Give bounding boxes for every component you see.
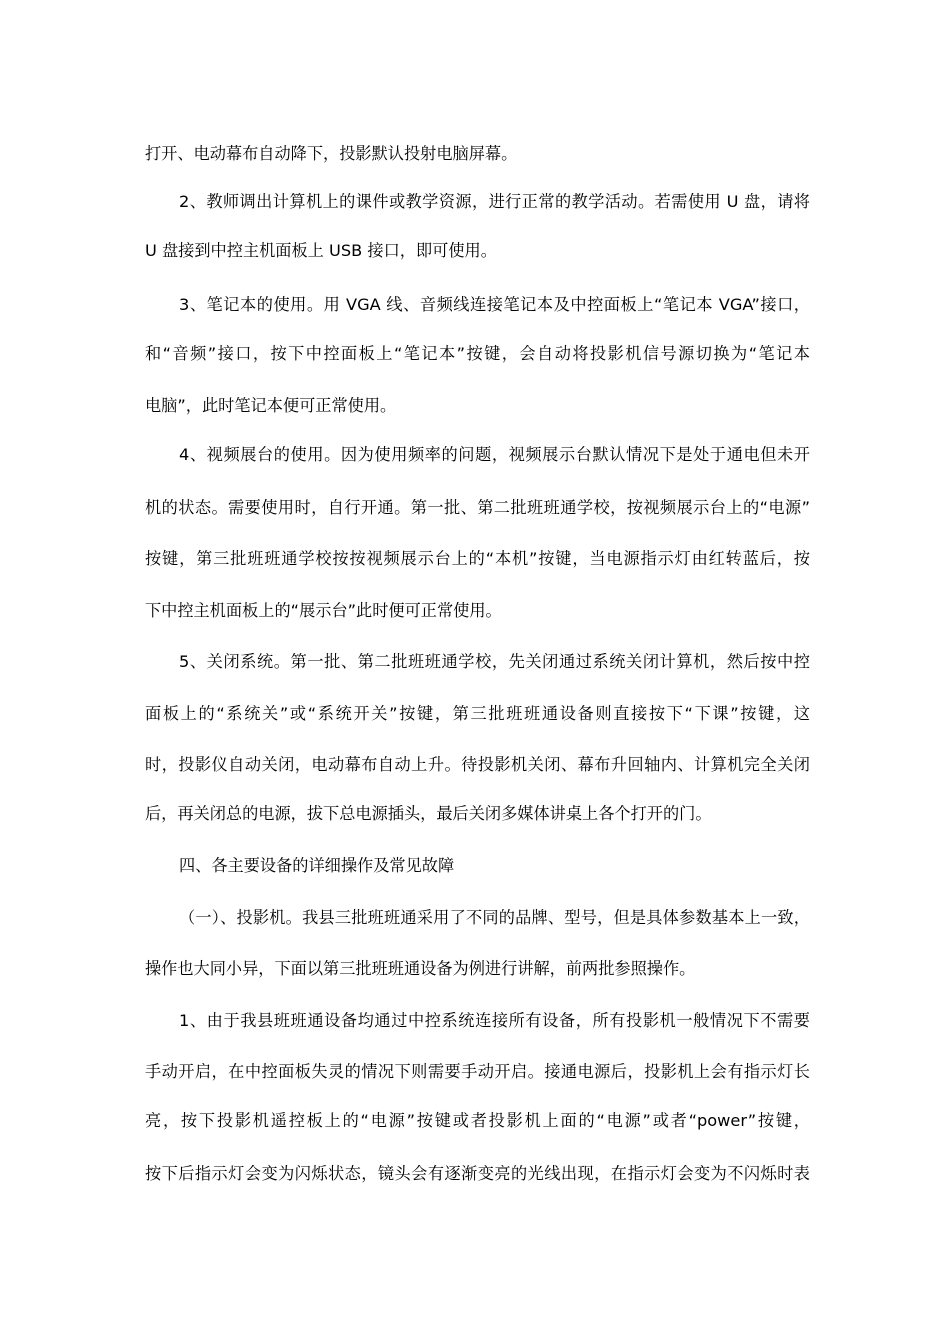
text-line: 亮，按下投影机遥控板上的“电源”按键或者投影机上面的“电源”或者“power”按键， [145, 1111, 810, 1130]
text-line: 时，投影仪自动关闭，电动幕布自动上升。待投影机关闭、幕布升回轴内、计算机完全关闭 [145, 755, 810, 774]
text-line: 5、关闭系统。第一批、第二批班班通学校，先关闭通过系统关闭计算机，然后按中控 [179, 652, 810, 671]
text-line: U 盘接到中控主机面板上 USB 接口，即可使用。 [145, 241, 497, 260]
text-line: （一）、投影机。我县三批班班通采用了不同的品牌、型号，但是具体参数基本上一致， [179, 908, 810, 927]
text-line: 面板上的“系统关”或“系统开关”按键，第三批班班通设备则直接按下“下课”按键，这 [145, 704, 810, 723]
text-line: 下中控主机面板上的“展示台”此时便可正常使用。 [145, 601, 502, 620]
text-line: 和“音频”接口，按下中控面板上“笔记本”按键，会自动将投影机信号源切换为“笔记本 [145, 344, 810, 363]
section-heading: 四、各主要设备的详细操作及常见故障 [179, 856, 455, 875]
text-line: 1、由于我县班班通设备均通过中控系统连接所有设备，所有投影机一般情况下不需要 [179, 1011, 810, 1030]
text-line: 操作也大同小异，下面以第三批班班通设备为例进行讲解，前两批参照操作。 [145, 959, 696, 978]
text-line: 3、笔记本的使用。用 VGA 线、音频线连接笔记本及中控面板上“笔记本 VGA”接口， [179, 295, 810, 314]
text-line: 4、视频展台的使用。因为使用频率的问题，视频展示台默认情况下是处于通电但未开 [179, 445, 810, 464]
text-line: 按键，第三批班班通学校按按视频展示台上的“本机”按键，当电源指示灯由红转蓝后，按 [145, 549, 810, 568]
text-line: 电脑”，此时笔记本便可正常使用。 [145, 396, 397, 415]
text-line: 手动开启，在中控面板失灵的情况下则需要手动开启。接通电源后，投影机上会有指示灯长 [145, 1062, 810, 1081]
text-line: 打开、电动幕布自动降下，投影默认投射电脑屏幕。 [145, 144, 518, 163]
text-line: 机的状态。需要使用时，自行开通。第一批、第二批班班通学校，按视频展示台上的“电源” [145, 498, 810, 517]
text-line: 后，再关闭总的电源，拔下总电源插头，最后关闭多媒体讲桌上各个打开的门。 [145, 804, 712, 823]
text-line: 按下后指示灯会变为闪烁状态，镜头会有逐渐变亮的光线出现，在指示灯会变为不闪烁时表 [145, 1164, 810, 1183]
text-line: 2、教师调出计算机上的课件或教学资源，进行正常的教学活动。若需使用 U 盘，请将 [179, 192, 810, 211]
